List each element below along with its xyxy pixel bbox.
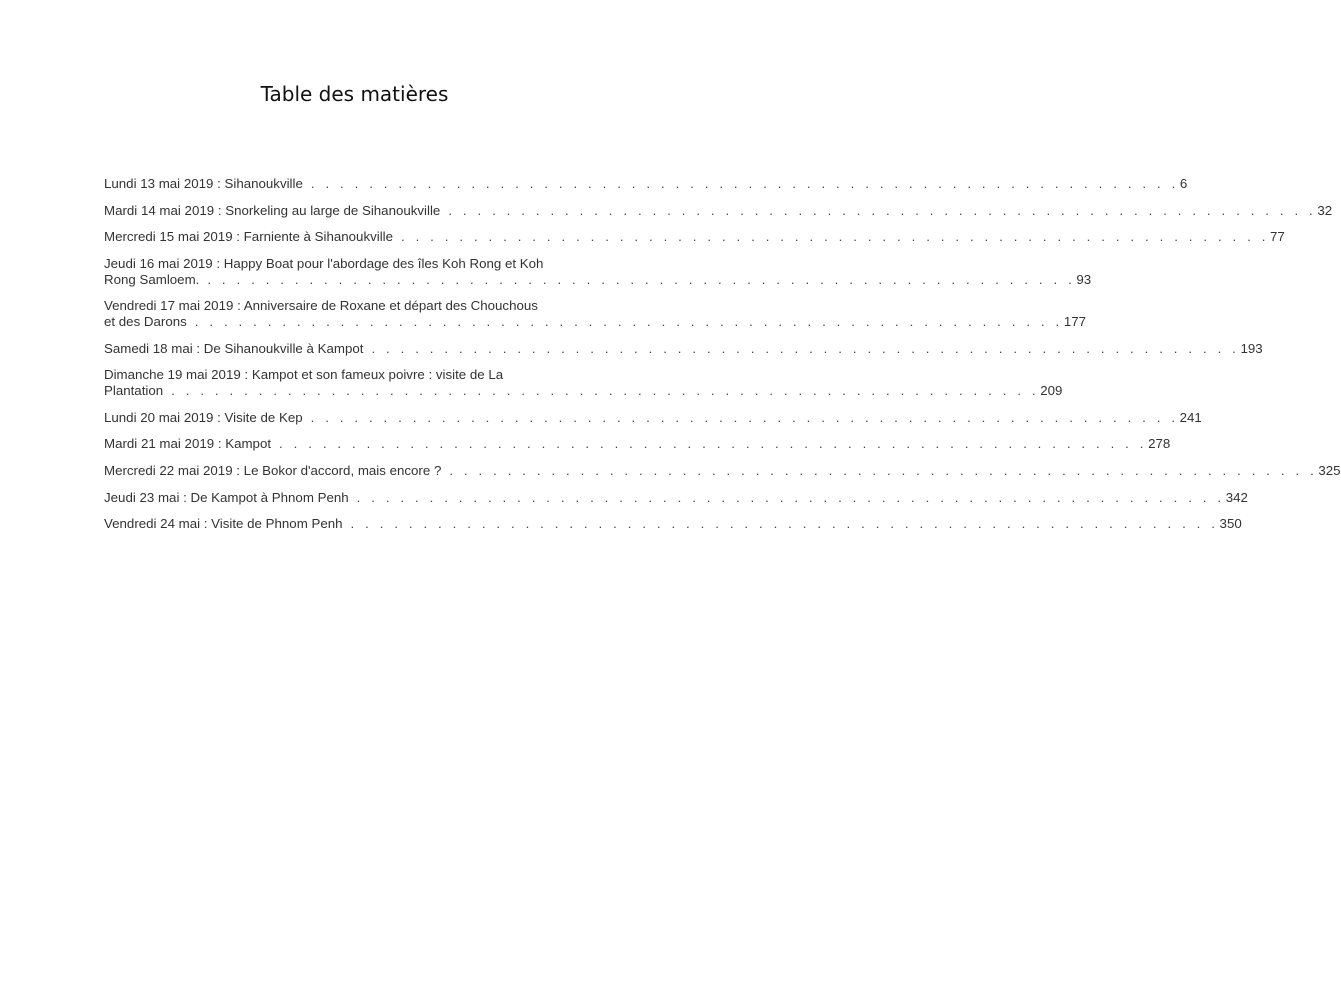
toc-entry-page: 278: [1148, 436, 1171, 452]
dot-leader: [195, 314, 1063, 330]
toc-entry[interactable]: [104, 489, 1248, 506]
dot-leader: [311, 176, 1179, 192]
toc-entry[interactable]: [104, 256, 1092, 288]
dot-leader: [207, 272, 1075, 288]
toc-entry-page: 32: [1317, 202, 1333, 218]
toc-entry-title: Mardi 21 mai 2019 : Kampot: [104, 436, 272, 452]
toc-entry-title: Lundi 13 mai 2019 : Sihanoukville: [104, 176, 303, 191]
toc-entry-title: Samedi 18 mai : De Sihanoukville à Kampot: [104, 340, 364, 356]
toc-list: [104, 176, 1341, 543]
toc-entry-page: 209: [1040, 383, 1063, 399]
toc-entry-title-line1: Vendredi 17 mai 2019 : Anniversaire de Roxane et départ des Chouchous: [104, 298, 538, 314]
dot-leader: [401, 229, 1269, 245]
dot-leader: [448, 203, 1316, 219]
toc-entry-page: 342: [1225, 489, 1248, 505]
toc-entry-title: Mercredi 15 mai 2019 : Farniente à Sihanoukville: [104, 229, 393, 245]
toc-entry[interactable]: [104, 516, 1242, 532]
toc-entry[interactable]: [104, 367, 1063, 399]
toc-entry[interactable]: [104, 340, 1263, 357]
dot-leader: [351, 516, 1219, 532]
dot-leader: [371, 341, 1239, 357]
toc-entry-title: Mardi 14 mai 2019 : Snorkeling au large de Sihanoukville: [104, 202, 441, 218]
toc-entry-page: 93: [1076, 272, 1092, 288]
toc-entry-title: Mercredi 22 mai 2019 : Le Bokor d'accord, mais encore ?: [104, 463, 442, 479]
toc-entry-title: et des Darons: [104, 314, 187, 330]
toc-entry-title-line1: Dimanche 19 mai 2019 : Kampot et son fameux poivre : visite de La: [104, 367, 504, 383]
toc-entry-page: 241: [1179, 409, 1202, 425]
toc-entry-title: Plantation: [104, 383, 164, 399]
dot-leader: [449, 463, 1317, 479]
toc-entry[interactable]: [104, 409, 1202, 426]
toc-entry-page: 177: [1063, 314, 1086, 330]
dot-leader: [311, 410, 1179, 426]
toc-entry-title: Lundi 20 mai 2019 : Visite de Kep: [104, 409, 303, 425]
toc-entry[interactable]: [104, 298, 1086, 330]
toc-entry[interactable]: [104, 202, 1333, 219]
toc-entry-page: 193: [1240, 340, 1263, 356]
toc-entry-page: 350: [1219, 516, 1242, 532]
dot-leader: [279, 436, 1147, 452]
toc-entry[interactable]: [104, 436, 1171, 452]
toc-entry-title: Vendredi 24 mai : Visite de Phnom Penh: [104, 516, 343, 532]
dot-leader: [171, 383, 1039, 399]
toc-entry-page: 325: [1318, 463, 1341, 479]
toc-entry-title: Jeudi 23 mai : De Kampot à Phnom Penh: [104, 489, 349, 505]
toc-entry-page: 77: [1270, 229, 1285, 245]
toc-entry[interactable]: [104, 463, 1341, 479]
toc-entry[interactable]: [104, 176, 1188, 192]
toc-entry-page: 6: [1179, 176, 1188, 191]
toc-entry[interactable]: [104, 229, 1285, 245]
dot-leader: [357, 490, 1225, 506]
page-title: Table des matières: [260, 82, 449, 106]
toc-entry-title-line1: Jeudi 16 mai 2019 : Happy Boat pour l'abordage des îles Koh Rong et Koh: [104, 256, 544, 272]
toc-entry-title: Rong Samloem.: [104, 272, 200, 288]
